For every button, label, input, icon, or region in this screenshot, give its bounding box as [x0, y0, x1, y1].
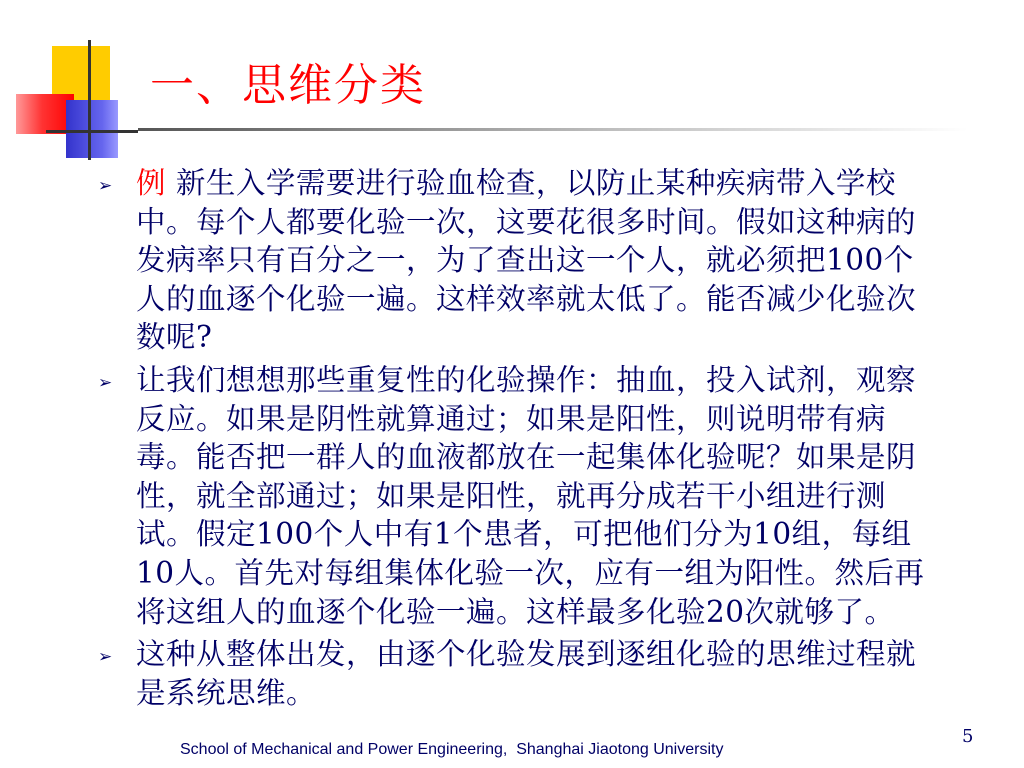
bullet-arrow-icon: ➢: [98, 647, 113, 668]
title-underline: [138, 128, 968, 131]
bullet-text: 让我们想想那些重复性的化验操作：抽血，投入试剂，观察反应。如果是阴性就算通过；如果是阳性，则说明带有病毒。能否把一群人的血液都放在一起集体化验呢？如果是阴性，就全部通过；如果是阳性，就再分成若干小组进行测试。假定100个人中有1个患者，可把他们分为10组，每组10人。首先对每组集体化验一次，应有一组为阳性。然后再将这组人的血逐个化验一遍。这样最多化验20次就够了。: [136, 362, 925, 629]
bullet-text: 这种从整体出发，由逐个化验发展到逐组化验的思维过程就是系统思维。: [136, 637, 917, 710]
page-number: 5: [962, 726, 974, 747]
decor-vertical-line: [88, 40, 91, 160]
bullet-list: [98, 164, 928, 716]
example-label: 例: [136, 166, 167, 200]
slide-title: 一、思维分类: [150, 60, 426, 111]
bullet-text: 新生入学需要进行验血检查，以防止某种疾病带入学校中。每个人都要化验一次，这要花很多时间。假如这种病的发病率只有百分之一，为了查出这一个人，就必须把100个人的血逐个化验一遍。这样效率就太低了。能否减少化验次数呢?: [136, 166, 917, 355]
bullet-item-conclusion: [98, 635, 928, 712]
bullet-item-grouping: [98, 361, 928, 631]
bullet-arrow-icon: ➢: [98, 176, 113, 196]
footer-affiliation: School of Mechanical and Power Engineering, Shanghai Jiaotong University: [180, 741, 724, 758]
bullet-item-example: [98, 164, 928, 357]
bullet-arrow-icon: ➢: [98, 372, 113, 393]
decor-blue-square: [66, 100, 118, 158]
decor-horizontal-line: [46, 130, 138, 133]
